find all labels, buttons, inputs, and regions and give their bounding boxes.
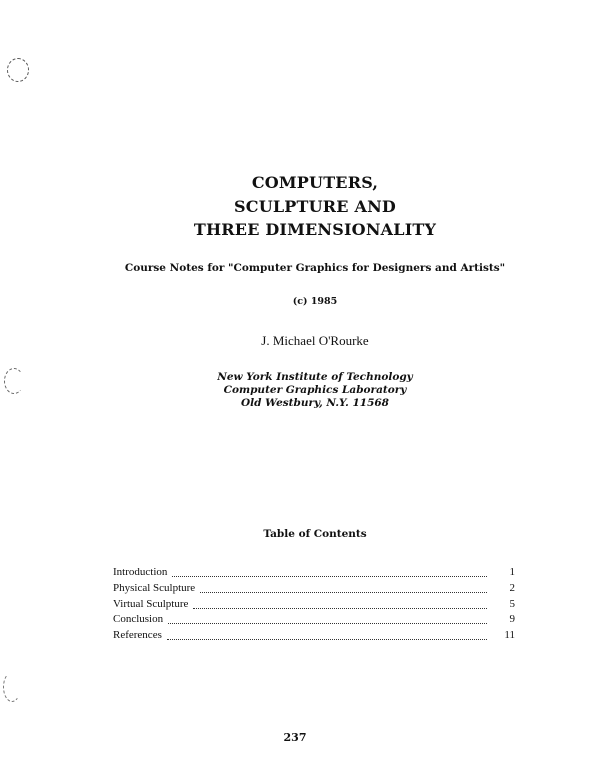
toc-entry-introduction	[113, 566, 515, 582]
punch-hole-mark	[7, 58, 29, 82]
toc-entry-physical-sculpture	[113, 582, 515, 598]
table-of-contents	[113, 566, 515, 645]
toc-entry-label: References	[113, 629, 162, 642]
toc-entry-page: 2	[509, 581, 515, 594]
toc-entry-page: 9	[509, 613, 515, 626]
toc-entry-conclusion	[113, 613, 515, 629]
dot-leader	[167, 630, 487, 640]
dot-leader	[168, 614, 487, 624]
toc-entry-page: 5	[509, 597, 515, 610]
toc-entry-references	[113, 629, 515, 645]
affiliation-lab: Computer Graphics Laboratory	[223, 384, 407, 396]
toc-heading: Table of Contents	[263, 528, 367, 540]
toc-entry-page: 11	[504, 629, 515, 642]
dot-leader	[172, 567, 487, 577]
subtitle: Course Notes for "Computer Graphics for Designers and Artists"	[124, 262, 506, 274]
toc-entry-virtual-sculpture	[113, 598, 515, 614]
affiliation-institution: New York Institute of Technology	[217, 371, 413, 383]
author-name: J. Michael O'Rourke	[261, 333, 369, 348]
toc-entry-label: Conclusion	[113, 613, 164, 626]
toc-entry-label: Virtual Sculpture	[113, 597, 189, 610]
affiliation-address: Old Westbury, N.Y. 11568	[241, 397, 389, 409]
punch-hole-mark	[4, 368, 24, 394]
page-number: 237	[283, 731, 307, 744]
toc-entry-label: Physical Sculpture	[113, 581, 196, 594]
dot-leader	[193, 599, 487, 609]
dot-leader	[200, 583, 487, 593]
toc-entry-label: Introduction	[113, 566, 168, 578]
title-line-3: THREE DIMENSIONALITY	[193, 220, 437, 239]
title-line-1: COMPUTERS,	[251, 173, 379, 192]
punch-hole-mark	[3, 672, 21, 702]
title-line-2: SCULPTURE AND	[234, 197, 396, 216]
toc-entry-page: 1	[509, 566, 515, 578]
copyright-notice: (c) 1985	[292, 296, 338, 307]
